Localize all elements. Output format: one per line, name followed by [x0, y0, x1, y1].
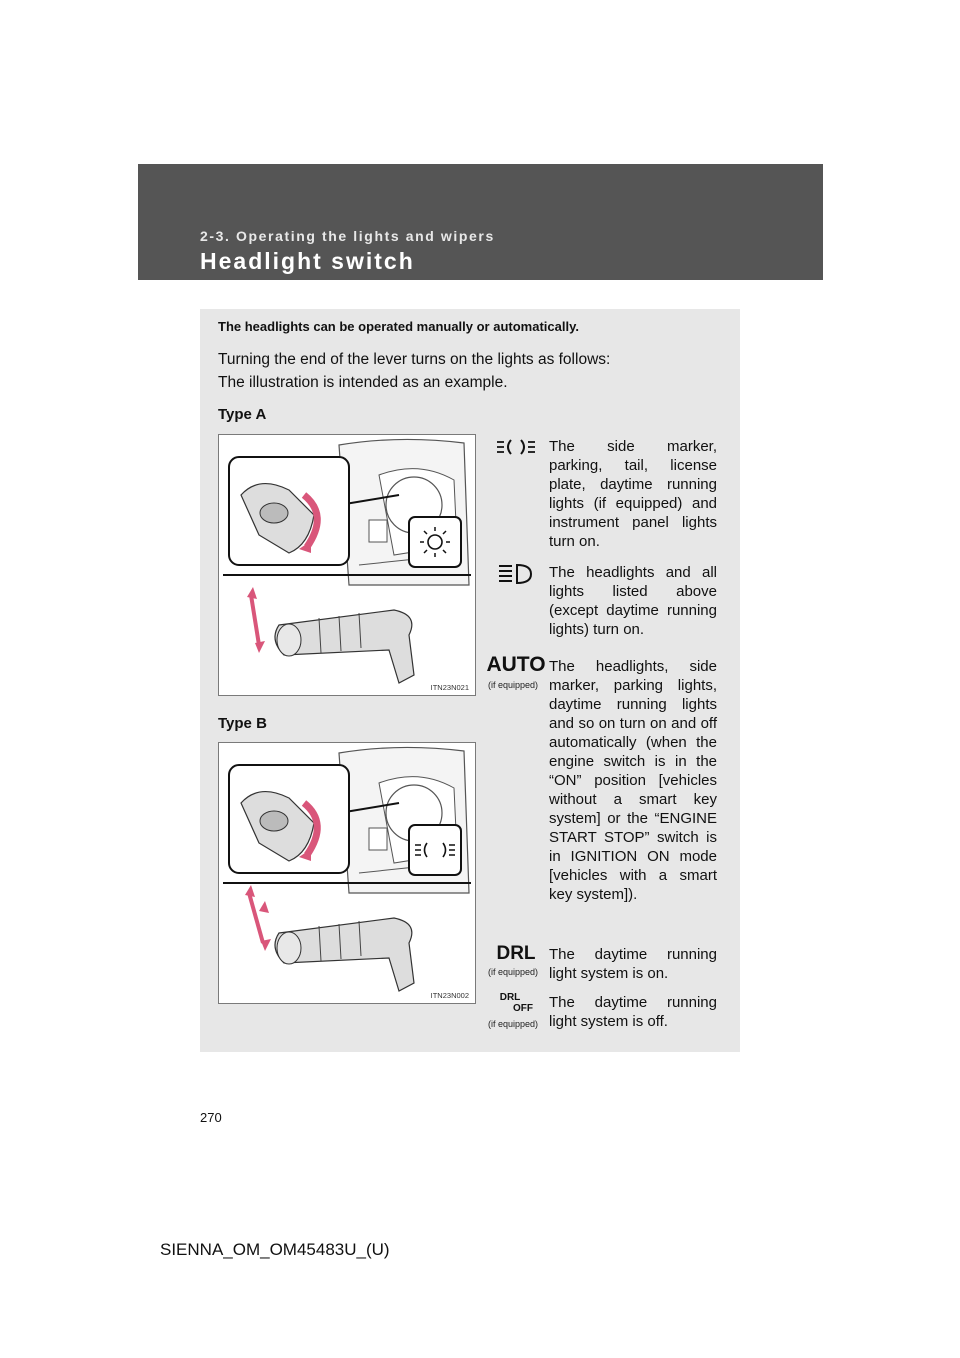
svg-text:DRL: DRL	[499, 992, 521, 1003]
item-text-drl-off: The daytime running light system is off.	[549, 994, 717, 1030]
document-code: SIENNA_OM_OM45483U_(U)	[160, 1240, 390, 1259]
item-icon-parking	[490, 436, 542, 463]
section-label: 2-3. Operating the lights and wipers	[200, 228, 495, 244]
page-number: 270	[200, 1110, 222, 1125]
drl-if-equipped: (if equipped)	[487, 967, 539, 977]
item-text-auto: The headlights, side marker, parking lights, daytime running lights and so on turn on and off automatically (when the engine switch is in the “ON” position [vehicles without a smart key system] or the “ENGINE START STOP” switch is in IGNITION ON mode [vehicles with a smart key system]).	[549, 658, 717, 903]
type-b-label: Type B	[218, 715, 267, 732]
headlight-icon	[493, 562, 539, 586]
svg-text:AUTO: AUTO	[486, 653, 546, 676]
item-icon-headlight	[490, 562, 542, 591]
auto-if-equipped: (if equipped)	[487, 680, 539, 690]
parking-lights-icon	[493, 436, 539, 458]
auto-icon	[486, 651, 546, 676]
item-text-parking: The side marker, parking, tail, license plate, daytime running lights (if equipped) and instrument panel lights turn on.	[549, 438, 717, 550]
figure-code-a: ITN23N021	[430, 683, 469, 692]
item-text-drl: The daytime running light system is on.	[549, 946, 717, 982]
item-icon-auto	[486, 651, 546, 690]
drl-icon	[493, 940, 539, 962]
item-text-headlight: The headlights and all lights listed above (except daytime running lights) turn on.	[549, 564, 717, 638]
figure-code-b: ITN23N002	[430, 991, 469, 1000]
item-icon-drl	[487, 940, 542, 977]
type-a-label: Type A	[218, 406, 267, 423]
drl-off-if-equipped: (if equipped)	[487, 1019, 539, 1029]
page-title: Headlight switch	[200, 248, 415, 274]
figure-type-b	[218, 742, 476, 1004]
switch-illustration-a	[219, 435, 477, 697]
intro-line-1: Turning the end of the lever turns on the lights as follows:	[218, 351, 611, 368]
drl-off-icon	[493, 990, 539, 1014]
item-icon-drl-off	[487, 990, 542, 1029]
intro-bold-line: The headlights can be operated manually or automatically.	[218, 319, 579, 334]
figure-type-a	[218, 434, 476, 696]
switch-illustration-b	[219, 743, 477, 1005]
intro-line-2: The illustration is intended as an example.	[218, 374, 508, 391]
svg-text:DRL: DRL	[496, 943, 536, 964]
svg-text:OFF: OFF	[513, 1003, 533, 1014]
